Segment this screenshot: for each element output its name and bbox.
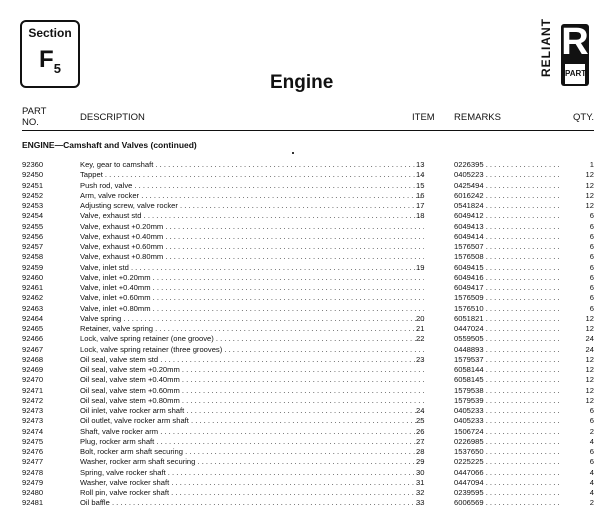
- row-item: 27: [416, 436, 425, 446]
- row-qty: 6: [589, 252, 594, 262]
- row-qty: 12: [585, 375, 594, 385]
- row-part-no: 92467: [22, 344, 44, 354]
- row-qty: 6: [589, 416, 594, 426]
- row-remarks: 6016242 . . .: [454, 191, 562, 201]
- row-item: 25: [416, 416, 425, 426]
- table-row: [22, 345, 594, 355]
- row-description: Valve, exhaust +0.60mm . . .: [80, 242, 424, 252]
- row-description: Valve, exhaust std . . .: [80, 211, 424, 221]
- row-part-no: 92469: [22, 365, 44, 374]
- header-part-no: PART NO.: [22, 106, 47, 128]
- row-remarks: 0541824 . . .: [454, 201, 562, 211]
- row-remarks: 0447024 . . .: [454, 324, 562, 334]
- row-remarks: 1537650 . . .: [454, 447, 562, 457]
- row-qty: 6: [589, 231, 594, 241]
- row-item: 20: [416, 313, 425, 323]
- row-remarks: 6049416 . . .: [454, 273, 562, 283]
- row-description: Oil seal, valve stem +0.20mm . . .: [80, 365, 424, 375]
- row-part-no: 92458: [22, 252, 44, 262]
- row-description: Oil inlet, valve rocker arm shaft . . .: [80, 406, 424, 416]
- row-description: Roll pin, valve rocker shaft . . .: [80, 488, 424, 498]
- table-row: [22, 468, 594, 478]
- row-description: Oil seal, valve stem std . . .: [80, 355, 424, 365]
- row-remarks: 0239595 . . .: [454, 488, 562, 498]
- section-badge: [20, 20, 80, 88]
- row-item: 23: [416, 354, 425, 364]
- row-qty: 2: [589, 426, 594, 436]
- table-row: [22, 365, 594, 375]
- table-row: [22, 334, 594, 344]
- table-row: [22, 498, 594, 508]
- table-row: [22, 314, 594, 324]
- row-description: Adjusting screw, valve rocker . . .: [80, 201, 424, 211]
- row-part-no: 92453: [22, 201, 44, 210]
- row-item: 31: [416, 477, 425, 487]
- row-qty: 6: [589, 221, 594, 231]
- row-qty: 6: [589, 293, 594, 303]
- section-code: [22, 46, 78, 76]
- table-row: [22, 293, 594, 303]
- table-row: [22, 201, 594, 211]
- section-label: Section: [28, 26, 72, 40]
- table-row: [22, 406, 594, 416]
- row-remarks: 0447094 . . .: [454, 478, 562, 488]
- row-part-no: 92466: [22, 334, 44, 344]
- row-item: 21: [416, 324, 425, 333]
- row-remarks: 1576508 . . .: [454, 252, 562, 262]
- table-row: [22, 427, 594, 437]
- row-remarks: 0405233 . . .: [454, 406, 562, 416]
- row-part-no: 92452: [22, 190, 44, 200]
- row-item: 33: [416, 498, 425, 508]
- row-description: Arm, valve rocker . . .: [80, 191, 424, 201]
- row-description: Oil seal, valve stem +0.40mm . . .: [80, 375, 424, 385]
- table-row: [22, 263, 594, 273]
- table-row: [22, 478, 594, 488]
- table-row: [22, 283, 594, 293]
- row-qty: 12: [585, 170, 594, 180]
- reliant-part-logo: [531, 20, 591, 92]
- row-remarks: 1579537 . . .: [454, 355, 562, 365]
- row-part-no: 92451: [22, 180, 44, 190]
- row-remarks: 1576510 . . .: [454, 304, 562, 314]
- table-row: [22, 324, 594, 334]
- row-qty: 6: [589, 242, 594, 251]
- row-remarks: 0405233 . . .: [454, 416, 562, 426]
- section-subtitle: ENGINE—Camshaft and Valves (continued): [22, 140, 197, 150]
- row-part-no: 92462: [22, 293, 44, 303]
- table-header: [22, 106, 594, 131]
- row-part-no: 92475: [22, 436, 44, 446]
- row-description: Valve, exhaust +0.20mm . . .: [80, 222, 424, 232]
- row-qty: 4: [589, 436, 594, 446]
- row-qty: 4: [589, 477, 594, 487]
- table-row: [22, 488, 594, 498]
- row-description: Valve, inlet +0.40mm . . .: [80, 283, 424, 293]
- table-row: [22, 355, 594, 365]
- row-part-no: 92473: [22, 406, 44, 415]
- row-part-no: 92476: [22, 447, 44, 456]
- row-item: 18: [416, 211, 425, 221]
- row-remarks: 0425494 . . .: [454, 181, 562, 191]
- row-part-no: 92456: [22, 231, 44, 241]
- row-remarks: 0447066 . . .: [454, 468, 562, 478]
- row-part-no: 92477: [22, 457, 44, 467]
- row-part-no: 92481: [22, 498, 44, 508]
- row-remarks: 1579538 . . .: [454, 386, 562, 396]
- row-description: Tappet . . .: [80, 170, 424, 180]
- row-qty: 12: [585, 385, 594, 395]
- row-remarks: 0448893 . . .: [454, 345, 562, 355]
- row-part-no: 92460: [22, 272, 44, 282]
- row-qty: 12: [585, 180, 594, 190]
- row-part-no: 92461: [22, 283, 44, 292]
- row-remarks: 0405223 . . .: [454, 170, 562, 180]
- row-part-no: 92474: [22, 426, 44, 436]
- row-remarks: 6049414 . . .: [454, 232, 562, 242]
- table-row: [22, 396, 594, 406]
- section-number: 5: [53, 60, 61, 76]
- page-title: Engine: [270, 72, 334, 93]
- row-remarks: 1579539 . . .: [454, 396, 562, 406]
- row-description: Valve, inlet std . . .: [80, 263, 424, 273]
- row-remarks: 0226985 . . .: [454, 437, 562, 447]
- logo-letter: R: [561, 21, 589, 63]
- row-qty: 1: [589, 160, 594, 169]
- table-row: [22, 191, 594, 201]
- header-remarks: REMARKS: [454, 112, 501, 123]
- row-part-no: 92465: [22, 324, 44, 333]
- row-description: Push rod, valve . . .: [80, 181, 424, 191]
- row-remarks: 0225225 . . .: [454, 457, 562, 467]
- row-item: 28: [416, 447, 425, 456]
- row-qty: 12: [585, 324, 594, 333]
- row-qty: 6: [589, 272, 594, 282]
- row-item: 30: [416, 467, 425, 477]
- section-letter: F: [39, 46, 54, 73]
- row-remarks: 6058145 . . .: [454, 375, 562, 385]
- table-row: [22, 160, 594, 170]
- row-description: Valve, inlet +0.80mm . . .: [80, 304, 424, 314]
- table-row: [22, 416, 594, 426]
- row-item: 13: [416, 160, 425, 169]
- row-description: Valve spring . . .: [80, 314, 424, 324]
- row-qty: 6: [589, 211, 594, 221]
- row-item: 14: [416, 170, 425, 180]
- row-item: 19: [416, 262, 425, 272]
- row-part-no: 92473: [22, 416, 44, 426]
- row-part-no: 92463: [22, 303, 44, 313]
- row-description: Washer, rocker arm shaft securing . . .: [80, 457, 424, 467]
- row-part-no: 92454: [22, 211, 44, 221]
- table-row: [22, 252, 594, 262]
- row-item: 22: [416, 334, 425, 344]
- row-item: 29: [416, 457, 425, 467]
- row-part-no: 92468: [22, 354, 44, 364]
- logo-brand-text: RELIANT: [539, 18, 553, 77]
- row-description: Valve, exhaust +0.80mm . . .: [80, 252, 424, 262]
- row-description: Washer, valve rocker shaft . . .: [80, 478, 424, 488]
- table-row: [22, 386, 594, 396]
- logo-part-text: PART: [565, 64, 585, 84]
- row-qty: 2: [589, 498, 594, 508]
- row-qty: 12: [585, 365, 594, 374]
- row-item: 24: [416, 406, 425, 415]
- row-remarks: 0559505 . . .: [454, 334, 562, 344]
- row-remarks: 1506724 . . .: [454, 427, 562, 437]
- row-qty: 4: [589, 467, 594, 477]
- header-item: ITEM: [412, 112, 435, 123]
- row-remarks: 6049413 . . .: [454, 222, 562, 232]
- row-remarks: 1576507 . . .: [454, 242, 562, 252]
- row-qty: 12: [585, 190, 594, 200]
- table-row: [22, 242, 594, 252]
- row-description: Oil outlet, valve rocker arm shaft . . .: [80, 416, 424, 426]
- header-qty: QTY.: [573, 112, 594, 123]
- row-remarks: 0226395 . . .: [454, 160, 562, 170]
- row-part-no: 92464: [22, 313, 44, 323]
- row-part-no: 92455: [22, 221, 44, 231]
- row-item: 32: [416, 488, 425, 497]
- row-description: Valve, inlet +0.20mm . . .: [80, 273, 424, 283]
- table-row: [22, 437, 594, 447]
- row-remarks: 6049417 . . .: [454, 283, 562, 293]
- row-remarks: 6006569 . . .: [454, 498, 562, 508]
- row-remarks: 6058144 . . .: [454, 365, 562, 375]
- row-description: Spring, valve rocker shaft . . .: [80, 468, 424, 478]
- row-qty: 6: [589, 406, 594, 415]
- row-part-no: 92360: [22, 160, 44, 169]
- row-item: 15: [416, 180, 425, 190]
- row-part-no: 92450: [22, 170, 44, 180]
- row-description: Bolt, rocker arm shaft securing . . .: [80, 447, 424, 457]
- row-item: 17: [416, 201, 425, 210]
- header-description: DESCRIPTION: [80, 112, 145, 123]
- row-qty: 6: [589, 447, 594, 456]
- row-description: Lock, valve spring retainer (three grooves) . . .: [80, 345, 424, 355]
- row-qty: 24: [585, 334, 594, 344]
- row-description: Key, gear to camshaft . . .: [80, 160, 424, 170]
- row-remarks: 6051821 . . .: [454, 314, 562, 324]
- row-part-no: 92479: [22, 477, 44, 487]
- row-part-no: 92480: [22, 488, 44, 497]
- row-item: 26: [416, 426, 425, 436]
- row-part-no: 92471: [22, 385, 44, 395]
- row-qty: 6: [589, 457, 594, 467]
- table-row: [22, 222, 594, 232]
- table-row: [22, 170, 594, 180]
- table-row: [22, 447, 594, 457]
- row-description: Lock, valve spring retainer (one groove) . . .: [80, 334, 424, 344]
- row-remarks: 6049415 . . .: [454, 263, 562, 273]
- row-description: Oil seal, valve stem +0.80mm . . .: [80, 396, 424, 406]
- row-description: Plug, rocker arm shaft . . .: [80, 437, 424, 447]
- row-qty: 12: [585, 395, 594, 405]
- table-row: [22, 232, 594, 242]
- row-item: 16: [416, 190, 425, 200]
- table-row: [22, 375, 594, 385]
- row-part-no: 92457: [22, 242, 44, 251]
- row-remarks: 1576509 . . .: [454, 293, 562, 303]
- row-qty: 6: [589, 262, 594, 272]
- table-row: [22, 181, 594, 191]
- row-description: Oil seal, valve stem +0.60mm . . .: [80, 386, 424, 396]
- row-part-no: 92472: [22, 395, 44, 405]
- row-part-no: 92459: [22, 262, 44, 272]
- row-description: Oil baffle . . .: [80, 498, 424, 508]
- row-description: Valve, inlet +0.60mm . . .: [80, 293, 424, 303]
- row-description: Valve, exhaust +0.40mm . . .: [80, 232, 424, 242]
- table-row: [22, 211, 594, 221]
- stray-dot: [292, 152, 294, 154]
- row-remarks: 6049412 . . .: [454, 211, 562, 221]
- table-row: [22, 304, 594, 314]
- row-qty: 12: [585, 201, 594, 210]
- row-qty: 4: [589, 488, 594, 497]
- row-description: Retainer, valve spring . . .: [80, 324, 424, 334]
- row-qty: 12: [585, 313, 594, 323]
- table-row: [22, 457, 594, 467]
- row-qty: 12: [585, 354, 594, 364]
- row-description: Shaft, valve rocker arm . . .: [80, 427, 424, 437]
- row-qty: 6: [589, 303, 594, 313]
- parts-table: [22, 160, 594, 509]
- row-qty: 24: [585, 344, 594, 354]
- row-qty: 6: [589, 283, 594, 292]
- row-part-no: 92478: [22, 467, 44, 477]
- table-row: [22, 273, 594, 283]
- row-part-no: 92470: [22, 375, 44, 385]
